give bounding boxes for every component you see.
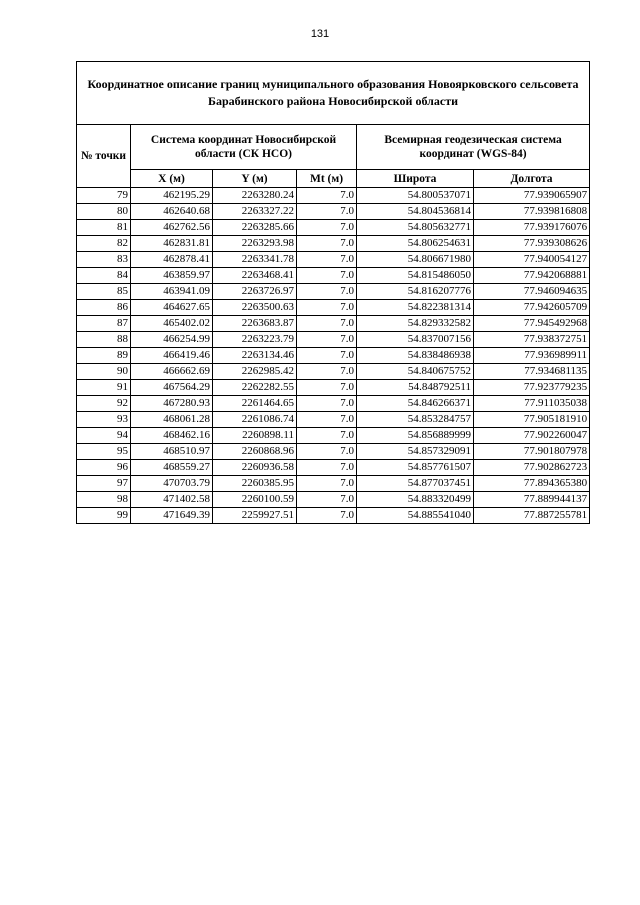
x-cell: 464627.65 bbox=[131, 300, 213, 316]
latitude-cell: 54.838486938 bbox=[357, 348, 474, 364]
latitude-cell: 54.837007156 bbox=[357, 332, 474, 348]
longitude-cell: 77.945492968 bbox=[474, 316, 590, 332]
longitude-cell: 77.938372751 bbox=[474, 332, 590, 348]
x-cell: 463859.97 bbox=[131, 268, 213, 284]
x-cell: 471402.58 bbox=[131, 492, 213, 508]
point-number-cell: 86 bbox=[77, 300, 131, 316]
table-row bbox=[77, 284, 590, 300]
header-x: X (м) bbox=[131, 170, 213, 188]
longitude-cell: 77.939176076 bbox=[474, 220, 590, 236]
x-cell: 467564.29 bbox=[131, 380, 213, 396]
point-number-cell: 97 bbox=[77, 476, 131, 492]
y-cell: 2263134.46 bbox=[213, 348, 297, 364]
mt-cell: 7.0 bbox=[297, 460, 357, 476]
point-number-cell: 92 bbox=[77, 396, 131, 412]
table-row bbox=[77, 396, 590, 412]
y-cell: 2263327.22 bbox=[213, 204, 297, 220]
longitude-cell: 77.887255781 bbox=[474, 508, 590, 524]
y-cell: 2263500.63 bbox=[213, 300, 297, 316]
y-cell: 2260868.96 bbox=[213, 444, 297, 460]
latitude-cell: 54.822381314 bbox=[357, 300, 474, 316]
mt-cell: 7.0 bbox=[297, 220, 357, 236]
x-cell: 466662.69 bbox=[131, 364, 213, 380]
latitude-cell: 54.806254631 bbox=[357, 236, 474, 252]
y-cell: 2261464.65 bbox=[213, 396, 297, 412]
table-row bbox=[77, 444, 590, 460]
longitude-cell: 77.889944137 bbox=[474, 492, 590, 508]
longitude-cell: 77.940054127 bbox=[474, 252, 590, 268]
point-number-cell: 81 bbox=[77, 220, 131, 236]
longitude-cell: 77.942605709 bbox=[474, 300, 590, 316]
latitude-cell: 54.804536814 bbox=[357, 204, 474, 220]
latitude-cell: 54.806671980 bbox=[357, 252, 474, 268]
x-cell: 462878.41 bbox=[131, 252, 213, 268]
mt-cell: 7.0 bbox=[297, 332, 357, 348]
header-y: Y (м) bbox=[213, 170, 297, 188]
latitude-cell: 54.846266371 bbox=[357, 396, 474, 412]
mt-cell: 7.0 bbox=[297, 348, 357, 364]
point-number-cell: 99 bbox=[77, 508, 131, 524]
longitude-cell: 77.942068881 bbox=[474, 268, 590, 284]
header-mt: Mt (м) bbox=[297, 170, 357, 188]
latitude-cell: 54.853284757 bbox=[357, 412, 474, 428]
table-row bbox=[77, 268, 590, 284]
table-row bbox=[77, 364, 590, 380]
latitude-cell: 54.857329091 bbox=[357, 444, 474, 460]
header-point-number: № точки bbox=[77, 125, 131, 188]
y-cell: 2262985.42 bbox=[213, 364, 297, 380]
point-number-cell: 95 bbox=[77, 444, 131, 460]
table-row bbox=[77, 412, 590, 428]
table-row bbox=[77, 428, 590, 444]
table-row bbox=[77, 492, 590, 508]
latitude-cell: 54.848792511 bbox=[357, 380, 474, 396]
y-cell: 2263285.66 bbox=[213, 220, 297, 236]
header-wgs-system: Всемирная геодезическая система координат (WGS-84) bbox=[357, 125, 590, 170]
table-row bbox=[77, 220, 590, 236]
longitude-cell: 77.902862723 bbox=[474, 460, 590, 476]
table-row bbox=[77, 188, 590, 204]
mt-cell: 7.0 bbox=[297, 364, 357, 380]
point-number-cell: 94 bbox=[77, 428, 131, 444]
table-row bbox=[77, 332, 590, 348]
y-cell: 2260898.11 bbox=[213, 428, 297, 444]
mt-cell: 7.0 bbox=[297, 380, 357, 396]
latitude-cell: 54.840675752 bbox=[357, 364, 474, 380]
point-number-cell: 83 bbox=[77, 252, 131, 268]
y-cell: 2263683.87 bbox=[213, 316, 297, 332]
table-title: Координатное описание границ муниципального образования Новоярковского сельсовета Барабинского района Новосибирской области bbox=[77, 62, 590, 125]
x-cell: 468061.28 bbox=[131, 412, 213, 428]
y-cell: 2261086.74 bbox=[213, 412, 297, 428]
y-cell: 2260385.95 bbox=[213, 476, 297, 492]
latitude-cell: 54.816207776 bbox=[357, 284, 474, 300]
longitude-cell: 77.939308626 bbox=[474, 236, 590, 252]
mt-cell: 7.0 bbox=[297, 188, 357, 204]
point-number-cell: 79 bbox=[77, 188, 131, 204]
x-cell: 462195.29 bbox=[131, 188, 213, 204]
point-number-cell: 98 bbox=[77, 492, 131, 508]
x-cell: 467280.93 bbox=[131, 396, 213, 412]
mt-cell: 7.0 bbox=[297, 316, 357, 332]
table-row bbox=[77, 204, 590, 220]
x-cell: 463941.09 bbox=[131, 284, 213, 300]
header-latitude: Широта bbox=[357, 170, 474, 188]
longitude-cell: 77.902260047 bbox=[474, 428, 590, 444]
x-cell: 471649.39 bbox=[131, 508, 213, 524]
longitude-cell: 77.894365380 bbox=[474, 476, 590, 492]
table-row bbox=[77, 460, 590, 476]
point-number-cell: 84 bbox=[77, 268, 131, 284]
x-cell: 470703.79 bbox=[131, 476, 213, 492]
latitude-cell: 54.877037451 bbox=[357, 476, 474, 492]
mt-cell: 7.0 bbox=[297, 412, 357, 428]
mt-cell: 7.0 bbox=[297, 444, 357, 460]
table-row bbox=[77, 252, 590, 268]
x-cell: 468462.16 bbox=[131, 428, 213, 444]
point-number-cell: 90 bbox=[77, 364, 131, 380]
longitude-cell: 77.939816808 bbox=[474, 204, 590, 220]
y-cell: 2263468.41 bbox=[213, 268, 297, 284]
table-row bbox=[77, 316, 590, 332]
longitude-cell: 77.936989911 bbox=[474, 348, 590, 364]
x-cell: 468559.27 bbox=[131, 460, 213, 476]
y-cell: 2259927.51 bbox=[213, 508, 297, 524]
longitude-cell: 77.946094635 bbox=[474, 284, 590, 300]
mt-cell: 7.0 bbox=[297, 508, 357, 524]
x-cell: 465402.02 bbox=[131, 316, 213, 332]
latitude-cell: 54.883320499 bbox=[357, 492, 474, 508]
mt-cell: 7.0 bbox=[297, 300, 357, 316]
point-number-cell: 89 bbox=[77, 348, 131, 364]
longitude-cell: 77.934681135 bbox=[474, 364, 590, 380]
y-cell: 2263223.79 bbox=[213, 332, 297, 348]
y-cell: 2263293.98 bbox=[213, 236, 297, 252]
point-number-cell: 96 bbox=[77, 460, 131, 476]
x-cell: 468510.97 bbox=[131, 444, 213, 460]
y-cell: 2263341.78 bbox=[213, 252, 297, 268]
point-number-cell: 93 bbox=[77, 412, 131, 428]
longitude-cell: 77.923779235 bbox=[474, 380, 590, 396]
latitude-cell: 54.815486050 bbox=[357, 268, 474, 284]
longitude-cell: 77.905181910 bbox=[474, 412, 590, 428]
y-cell: 2262282.55 bbox=[213, 380, 297, 396]
table-row bbox=[77, 348, 590, 364]
point-number-cell: 91 bbox=[77, 380, 131, 396]
latitude-cell: 54.800537071 bbox=[357, 188, 474, 204]
mt-cell: 7.0 bbox=[297, 204, 357, 220]
latitude-cell: 54.857761507 bbox=[357, 460, 474, 476]
point-number-cell: 82 bbox=[77, 236, 131, 252]
longitude-cell: 77.901807978 bbox=[474, 444, 590, 460]
mt-cell: 7.0 bbox=[297, 476, 357, 492]
point-number-cell: 80 bbox=[77, 204, 131, 220]
latitude-cell: 54.885541040 bbox=[357, 508, 474, 524]
header-longitude: Долгота bbox=[474, 170, 590, 188]
y-cell: 2263280.24 bbox=[213, 188, 297, 204]
latitude-cell: 54.856889999 bbox=[357, 428, 474, 444]
table-row bbox=[77, 300, 590, 316]
table-row bbox=[77, 508, 590, 524]
mt-cell: 7.0 bbox=[297, 492, 357, 508]
x-cell: 462831.81 bbox=[131, 236, 213, 252]
mt-cell: 7.0 bbox=[297, 236, 357, 252]
x-cell: 466254.99 bbox=[131, 332, 213, 348]
mt-cell: 7.0 bbox=[297, 396, 357, 412]
point-number-cell: 85 bbox=[77, 284, 131, 300]
latitude-cell: 54.829332582 bbox=[357, 316, 474, 332]
table-row bbox=[77, 380, 590, 396]
longitude-cell: 77.939065907 bbox=[474, 188, 590, 204]
longitude-cell: 77.911035038 bbox=[474, 396, 590, 412]
x-cell: 466419.46 bbox=[131, 348, 213, 364]
y-cell: 2260936.58 bbox=[213, 460, 297, 476]
mt-cell: 7.0 bbox=[297, 284, 357, 300]
mt-cell: 7.0 bbox=[297, 252, 357, 268]
x-cell: 462640.68 bbox=[131, 204, 213, 220]
coordinates-table bbox=[76, 61, 590, 524]
page-number: 131 bbox=[310, 28, 330, 40]
mt-cell: 7.0 bbox=[297, 268, 357, 284]
x-cell: 462762.56 bbox=[131, 220, 213, 236]
table-row bbox=[77, 476, 590, 492]
y-cell: 2260100.59 bbox=[213, 492, 297, 508]
mt-cell: 7.0 bbox=[297, 428, 357, 444]
header-local-system: Система координат Новосибирской области (СК НСО) bbox=[131, 125, 357, 170]
point-number-cell: 87 bbox=[77, 316, 131, 332]
point-number-cell: 88 bbox=[77, 332, 131, 348]
table-body bbox=[77, 188, 590, 524]
table-row bbox=[77, 236, 590, 252]
y-cell: 2263726.97 bbox=[213, 284, 297, 300]
latitude-cell: 54.805632771 bbox=[357, 220, 474, 236]
